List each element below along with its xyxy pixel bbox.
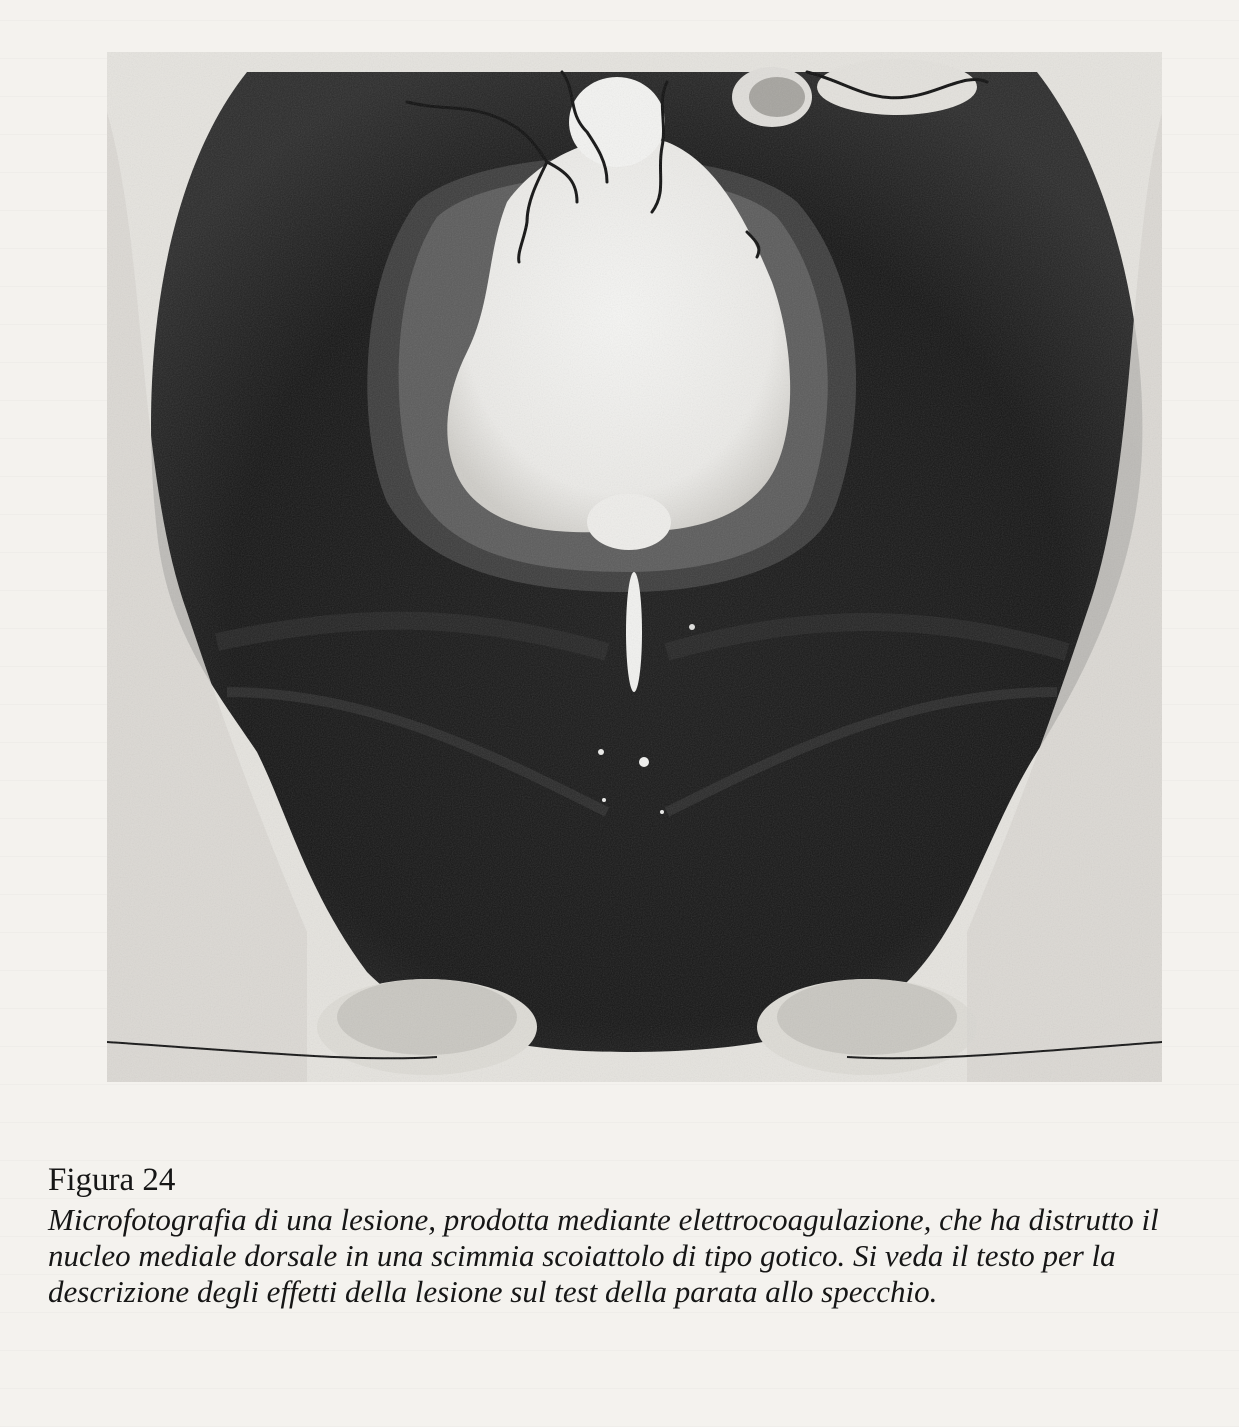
figure-caption-text: Microfotografia di una lesione, prodotta mediante elettrocoagulazione, che ha distrutto il nucleo mediale dorsale in una scimmia scoiattolo di tipo gotico. Si veda il testo per la descrizione degli effetti della lesione sul test della parata allo specchio.	[48, 1202, 1159, 1309]
figure-caption	[48, 1160, 1218, 1310]
brain-section-micrograph	[107, 52, 1162, 1082]
figure-label: Figura 24	[48, 1162, 176, 1198]
micrograph-figure	[107, 52, 1162, 1082]
